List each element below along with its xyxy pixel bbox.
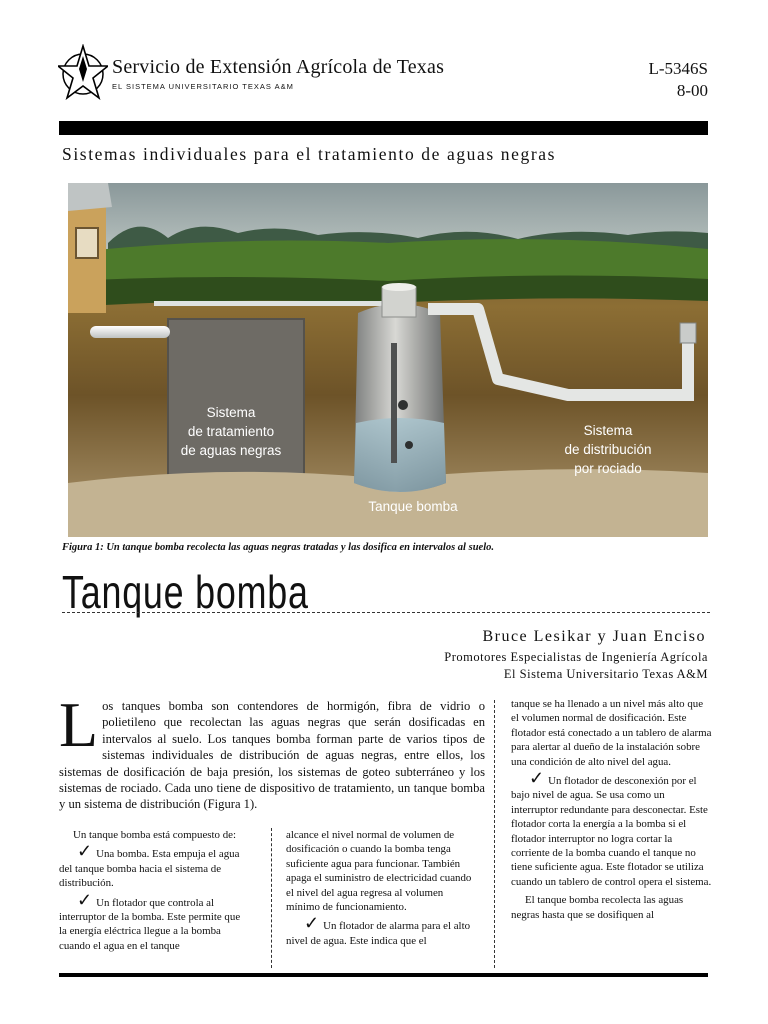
document-number: L-5346S (648, 59, 708, 78)
list-item-high-alarm: ✓ Un flotador de alarma para el alto nivel de agua. Este indica que el (286, 913, 471, 947)
header-rule (59, 121, 708, 135)
intro-paragraph (59, 689, 485, 813)
organization-subtitle: EL SISTEMA UNIVERSITARIO TEXAS A&M (112, 82, 294, 91)
list-item-low-cutoff: ✓ Un flotador de desconexión por el bajo nivel de agua. Se usa como un interruptor redundante para desconectar. Este flotador corta la energía a la bomba si el flotador interruptor no logra cortar la corriente de la bomba cuando el tanque no tiene suficiente agua. Este flotador se utiliza cuando un tablero de control opera el sistema. (511, 768, 712, 888)
list-item-pump: ✓ Una bomba. Esta empuja el agua del tanque bomba hacia el sistema de distribución. (59, 841, 240, 890)
column-3 (511, 697, 713, 926)
organization-name: Servicio de Extensión Agrícola de Texas (112, 56, 445, 78)
authors: Bruce Lesikar y Juan Enciso (482, 628, 706, 645)
checkmark-icon: ✓ (529, 768, 545, 789)
label-distribution-line2: de distribución (564, 442, 652, 457)
page-title: Tanque bomba (62, 566, 309, 618)
intro-text: os tanques bomba son contendores de hormigón, fibra de vidrio o polietileno que recolectan las aguas negras que serán dosificadas en intervalos al suelo. Los tanques bomba forman parte de varios tipos de sistemas individuales de distribución de aguas negras, entre ellos, los sistemas de dosificación de baja presión, los sistemas de goteo subterráneo y los sistemas de rociado. Cada uno tiene de dispositivo de tratamiento, un tanque bomba y un sistema de distribución (Figura 1). (59, 699, 485, 812)
label-distribution-line1: Sistema (583, 423, 633, 438)
footer-rule (59, 973, 708, 977)
column-2 (286, 828, 477, 952)
column-divider (271, 828, 272, 968)
title-rule (62, 612, 710, 613)
figure-caption: Figura 1: Un tanque bomba recolecta las aguas negras tratadas y las dosifica en intervalos al suelo. (62, 542, 494, 553)
document-code (649, 58, 709, 102)
column-divider (494, 700, 495, 968)
label-treatment-line1: Sistema (206, 405, 256, 420)
texas-star-logo-icon (58, 44, 108, 100)
institution: El Sistema Universitario Texas A&M (503, 667, 708, 681)
column-1 (59, 828, 248, 957)
high-alarm-continued: tanque se ha llenado a un nivel más alto que el volumen normal de dosificación. Este flotador está conectado a un tablero de alarma para alertar al dueño de la instalación sobre una condición de alto nivel del agua. (511, 698, 712, 768)
document-date: 8-00 (676, 81, 708, 100)
float-switch-continued: alcance el nivel normal de volumen de dosificación o cuando la bomba tenga suficiente agua para funcionar. También apaga el suministro de electricidad cuando el nivel del agua regresa al volumen mínimo de funcionamiento. (286, 829, 472, 914)
label-treatment-line2: de tratamiento (187, 424, 275, 439)
author-role: Promotores Especialistas de Ingeniería Agrícola (444, 650, 708, 664)
list-item-float-switch: ✓ Un flotador que controla al interruptor de la bomba. Este permite que la energía eléctrica llegue a la bomba cuando el agua en el tanque (59, 889, 241, 952)
pump-tank-illustration (68, 183, 708, 537)
label-pump-tank: Tanque bomba (368, 499, 458, 514)
series-title: Sistemas individuales para el tratamiento de aguas negras (62, 144, 557, 164)
checkmark-icon: ✓ (77, 889, 93, 910)
label-distribution-line3: por rociado (574, 461, 642, 476)
components-lead: Un tanque bomba está compuesto de: (73, 829, 237, 841)
closing-paragraph: El tanque bomba recolecta las aguas negras hasta que se dosifiquen al (511, 894, 684, 921)
checkmark-icon: ✓ (77, 841, 93, 862)
label-treatment-line3: de aguas negras (180, 443, 282, 458)
checkmark-icon: ✓ (304, 913, 320, 934)
drop-cap: L (59, 689, 99, 760)
